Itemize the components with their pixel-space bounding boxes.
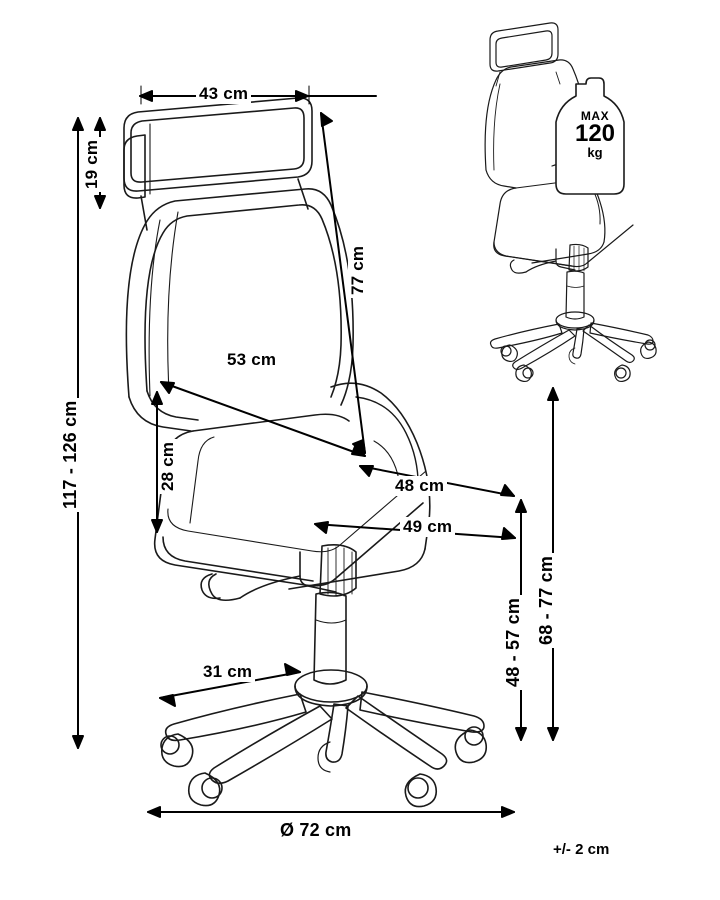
dim-seat-width: 49 cm — [400, 517, 455, 537]
max-load-value: 120 — [574, 120, 616, 147]
dim-seat-height-range: 48 - 57 cm — [503, 595, 524, 690]
dim-total-height-range: 117 - 126 cm — [60, 398, 81, 512]
dim-seat-back-height: 28 cm — [158, 439, 178, 494]
max-load-unit: kg — [587, 145, 603, 160]
tolerance-note: +/- 2 cm — [553, 841, 610, 858]
dim-backrest-width: 43 cm — [196, 84, 251, 104]
dim-seat-depth: 48 cm — [392, 476, 447, 496]
dim-base-diameter: Ø 72 cm — [277, 820, 354, 841]
dim-seat-to-back-top: 53 cm — [224, 350, 279, 370]
dim-headrest-height: 19 cm — [82, 137, 102, 192]
dim-base-leg: 31 cm — [200, 662, 255, 682]
max-load-word: MAX — [580, 109, 610, 123]
max-load-badge — [563, 110, 627, 159]
dim-backrest-height: 77 cm — [348, 243, 368, 298]
dim-armrest-height-range: 68 - 77 cm — [536, 553, 557, 648]
